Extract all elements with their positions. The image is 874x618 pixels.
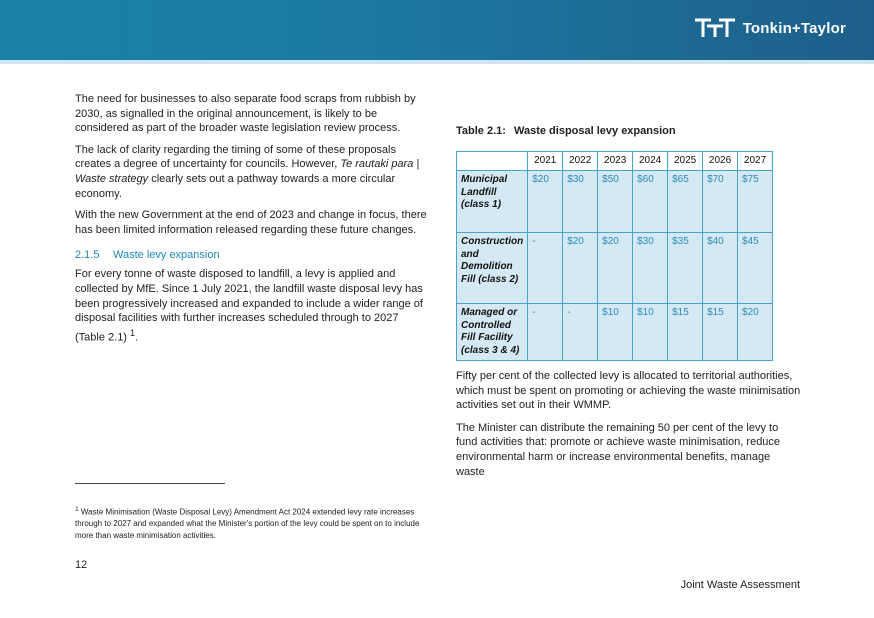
- footnote-divider: [75, 483, 225, 484]
- levy-cell: $40: [703, 233, 738, 304]
- brand-logo: [693, 15, 846, 41]
- footnote: [75, 504, 425, 541]
- waste-strategy-title: Te rautaki para | Waste strategy: [75, 158, 420, 185]
- footnote-mark: 1: [75, 506, 79, 513]
- paragraph-new-government: With the new Government at the end of 2023 and change in focus, there has been limited information released regarding these future changes.: [75, 209, 427, 236]
- levy-cell: $10: [598, 304, 633, 361]
- levy-cell: $70: [703, 171, 738, 233]
- levy-cell: -: [563, 304, 598, 361]
- row-label: Managed or Controlled Fill Facility (class 3 & 4): [457, 304, 528, 361]
- levy-cell: -: [528, 304, 563, 361]
- levy-cell: $15: [668, 304, 703, 361]
- levy-table: [456, 151, 773, 361]
- footnote-text: Waste Minimisation (Waste Disposal Levy) Amendment Act 2024 extended levy rate increases through to 2027 and expanded what the Minister's portion of the levy could be spent on to include more than waste minimisation activities.: [75, 507, 420, 540]
- levy-cell: $10: [633, 304, 668, 361]
- year-header: 2022: [563, 152, 598, 171]
- year-header: 2027: [738, 152, 773, 171]
- table-caption: [456, 125, 801, 137]
- levy-cell: $35: [668, 233, 703, 304]
- footnote-ref[interactable]: 1: [130, 327, 136, 338]
- year-header: 2021: [528, 152, 563, 171]
- section-heading: [75, 249, 430, 261]
- levy-cell: $30: [633, 233, 668, 304]
- levy-cell: -: [528, 233, 563, 304]
- year-header: 2024: [633, 152, 668, 171]
- table-corner-cell: [457, 152, 528, 171]
- levy-cell: $60: [633, 171, 668, 233]
- levy-cell: $50: [598, 171, 633, 233]
- section-title: Waste levy expansion: [113, 249, 220, 262]
- levy-cell: $65: [668, 171, 703, 233]
- levy-cell: $45: [738, 233, 773, 304]
- tt-logo-icon: [693, 17, 737, 39]
- levy-cell: $15: [703, 304, 738, 361]
- header-band: [0, 0, 874, 60]
- paragraph-minister-distribution: The Minister can distribute the remaining 50 per cent of the levy to fund activities that: promote or achieve waste minimisation, reduce environmental harm or increase environmental benefits, manage waste: [456, 421, 781, 478]
- header-divider: [0, 60, 874, 64]
- brand-name: Tonkin+Taylor: [742, 19, 846, 37]
- row-label: Municipal Landfill (class 1): [457, 171, 528, 233]
- page-number: 12: [75, 559, 88, 571]
- footer-doc-title: Joint Waste Assessment: [680, 579, 800, 591]
- paragraph-uncertainty: The lack of clarity regarding the timing of some of these proposals creates a degree of uncertainty for councils. However, Te rautaki para | Waste strategy clearly sets out a pathway towards a more circular economy.: [75, 143, 420, 200]
- left-column: [75, 92, 430, 352]
- table-row: [457, 233, 773, 304]
- year-header: 2023: [598, 152, 633, 171]
- levy-cell: $20: [563, 233, 598, 304]
- year-header: 2025: [668, 152, 703, 171]
- table-caption-label: Table 2.1:: [456, 125, 506, 137]
- table-caption-title: Waste disposal levy expansion: [514, 125, 676, 137]
- table-header-row: [457, 152, 773, 171]
- levy-cell: $20: [598, 233, 633, 304]
- year-header: 2026: [703, 152, 738, 171]
- paragraph-levy-allocation: Fifty per cent of the collected levy is allocated to territorial authorities, which must be spent on promoting or achieving the waste minimisation activities set out in their WMMP.: [456, 370, 801, 412]
- right-column: [456, 125, 801, 485]
- section-number: 2.1.5: [75, 249, 100, 262]
- paragraph-levy: For every tonne of waste disposed to landfill, a levy is applied and collected by MfE. Since 1 July 2021, the landfill waste disposal levy has been progressively increased and expanded to include a wider range of disposal facilities with further increases scheduled through to 2027 (Table 2.1) $^1$.: [75, 268, 423, 344]
- levy-cell: $75: [738, 171, 773, 233]
- levy-cell: $20: [528, 171, 563, 233]
- table-row: [457, 171, 773, 233]
- table-row: [457, 304, 773, 361]
- levy-cell: $30: [563, 171, 598, 233]
- levy-cell: $20: [738, 304, 773, 361]
- row-label: Construction and Demolition Fill (class 2): [457, 233, 528, 304]
- paragraph-food-scraps: The need for businesses to also separate food scraps from rubbish by 2030, as signalled in the original announcement, is likely to be considered as part of the broader waste legislation review process.: [75, 93, 416, 135]
